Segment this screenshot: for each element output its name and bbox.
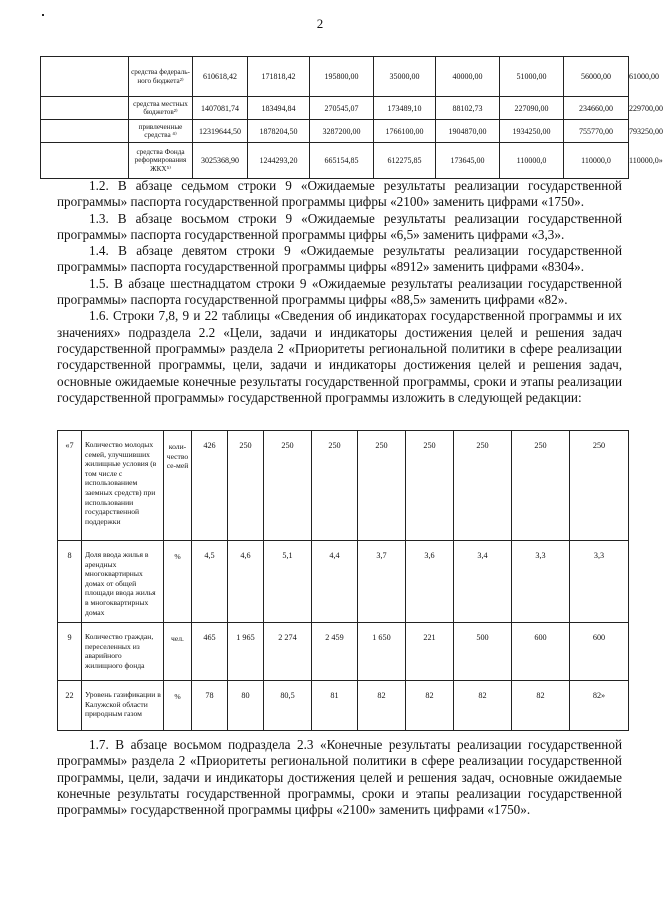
indicator-value-cell: 4,5	[192, 541, 228, 623]
indicator-value-cell: 82	[406, 681, 454, 731]
indicator-value-cell: 250	[312, 431, 358, 541]
indicator-row	[58, 681, 629, 731]
indicator-value-cell: 250	[570, 431, 629, 541]
funding-value-cell: 173489,10	[374, 97, 436, 120]
funding-source-cell: средства Фонда реформирования ЖКХ⁵⁾	[129, 143, 193, 179]
indicator-row	[58, 541, 629, 623]
funding-row: средства федераль-ного бюджета²⁾ 610618,42 171818,42 195800,00 35000,00 40000,00 51000,00 56000,00 61000,00	[41, 57, 629, 97]
indicator-value-cell: 250	[512, 431, 570, 541]
amendment-paragraph: 1.2. В абзаце седьмом строки 9 «Ожидаемые результаты реализации государственной программы» паспорта государственной программы цифры «2100» заменить цифрами «1750».	[57, 178, 622, 210]
indicator-value-cell: 1 650	[358, 623, 406, 681]
page-number: 2	[316, 16, 324, 31]
funding-value-cell: 610618,42	[193, 57, 248, 97]
indicator-unit-cell: %	[164, 681, 192, 731]
funding-value-cell: 755770,00	[564, 120, 629, 143]
funding-value-cell: 35000,00	[374, 57, 436, 97]
funding-row: привлеченные средства ⁴⁾ 12319644,50 1878204,50 3287200,00 1766100,00 1904870,00 1934250,00 755770,00 793250,00	[41, 120, 629, 143]
amendment-paragraph: 1.3. В абзаце восьмом строки 9 «Ожидаемые результаты реализации государственной программы» паспорта государственной программы цифры «6,5» заменить цифрами «3,3».	[57, 210, 622, 242]
amendment-paragraphs	[57, 178, 622, 406]
funding-value-cell: 1766100,00	[374, 120, 436, 143]
indicator-value-cell: 82	[512, 681, 570, 731]
funding-blank-cell	[41, 120, 129, 143]
funding-value-cell: 1244293,20	[248, 143, 310, 179]
indicator-number-cell: 9	[58, 623, 82, 681]
indicator-value-cell: 4,4	[312, 541, 358, 623]
indicator-name-cell: Доля ввода жилья в арендных многоквартирных домах от общей площади ввода жилья в многоквартирных домах	[82, 541, 164, 623]
indicator-value-cell: 3,4	[454, 541, 512, 623]
amendment-paragraph: 1.6. Строки 7,8, 9 и 22 таблицы «Сведения об индикаторах государственной программы и их значениях» подраздела 2.2 «Цели, задачи и индикаторы достижения целей и решения задач государственной программы» раздела 2 «Приоритеты региональной политики в сфере реализации государственной программы, цели, задачи и индикаторы достижения целей и решения задач, основные ожидаемые конечные результаты государственной программы, сроки и этапы реализации государственной программы» государственной программы изложить в следующей редакции:	[57, 308, 622, 405]
indicator-table	[57, 430, 629, 731]
funding-value-cell: 234660,00	[564, 97, 629, 120]
funding-value-cell: 183494,84	[248, 97, 310, 120]
funding-value-cell: 110000,0	[564, 143, 629, 179]
indicator-value-cell: 250	[454, 431, 512, 541]
indicator-value-cell: 2 459	[312, 623, 358, 681]
funding-blank-cell	[41, 143, 129, 179]
indicator-value-cell: 82»	[570, 681, 629, 731]
funding-value-cell: 612275,85	[374, 143, 436, 179]
indicator-row	[58, 431, 629, 541]
indicator-value-cell: 80	[228, 681, 264, 731]
indicator-name-cell: Количество молодых семей, улучшивших жилищные условия (в том числе с использованием заемных средств) при использовании государственной поддержки	[82, 431, 164, 541]
indicator-value-cell: 600	[570, 623, 629, 681]
funding-value-cell: 195800,00	[310, 57, 374, 97]
funding-value-cell: 56000,00	[564, 57, 629, 97]
funding-blank-cell	[41, 57, 129, 97]
funding-value-cell: 1904870,00	[436, 120, 500, 143]
indicator-value-cell: 5,1	[264, 541, 312, 623]
indicator-unit-cell: чел.	[164, 623, 192, 681]
funding-table	[40, 56, 663, 179]
funding-value-cell: 1934250,00	[500, 120, 564, 143]
indicator-value-cell: 221	[406, 623, 454, 681]
indicator-value-cell: 426	[192, 431, 228, 541]
indicator-value-cell: 3,3	[570, 541, 629, 623]
indicator-unit-cell: %	[164, 541, 192, 623]
amendment-paragraph: 1.5. В абзаце шестнадцатом строки 9 «Ожидаемые результаты реализации государственной программы» паспорта государственной программы цифры «88,5» заменить цифрами «82».	[57, 275, 622, 308]
funding-row: средства Фонда реформирования ЖКХ⁵⁾ 3025368,90 1244293,20 665154,85 612275,85 173645,00 110000,0 110000,0 110000,0»	[41, 143, 629, 179]
indicator-value-cell: 500	[454, 623, 512, 681]
funding-value-cell: 12319644,50	[193, 120, 248, 143]
indicator-value-cell: 250	[228, 431, 264, 541]
funding-blank-cell	[41, 97, 129, 120]
indicator-value-cell: 3,6	[406, 541, 454, 623]
funding-value-cell: 171818,42	[248, 57, 310, 97]
indicator-value-cell: 2 274	[264, 623, 312, 681]
indicator-row	[58, 623, 629, 681]
indicator-name-cell: Уровень газификации в Калужской области природным газом	[82, 681, 164, 731]
funding-value-cell: 110000,0	[500, 143, 564, 179]
funding-value-cell: 88102,73	[436, 97, 500, 120]
indicator-value-cell: 82	[358, 681, 406, 731]
indicator-value-cell: 4,6	[228, 541, 264, 623]
funding-source-cell: привлеченные средства ⁴⁾	[129, 120, 193, 143]
funding-value-cell: 270545,07	[310, 97, 374, 120]
funding-value-cell: 1407081,74	[193, 97, 248, 120]
amendment-paragraph: 1.4. В абзаце девятом строки 9 «Ожидаемые результаты реализации государственной программы» паспорта государственной программы цифры «8912» заменить цифрами «8304».	[57, 243, 622, 275]
funding-value-cell: 1878204,50	[248, 120, 310, 143]
indicator-value-cell: 82	[454, 681, 512, 731]
indicator-value-cell: 81	[312, 681, 358, 731]
indicator-value-cell: 250	[264, 431, 312, 541]
funding-value-cell: 3287200,00	[310, 120, 374, 143]
indicator-value-cell: 3,7	[358, 541, 406, 623]
indicator-unit-cell: коли-чество се-мей	[164, 431, 192, 541]
funding-value-cell: 40000,00	[436, 57, 500, 97]
indicator-number-cell: «7	[58, 431, 82, 541]
indicator-value-cell: 1 965	[228, 623, 264, 681]
indicator-name-cell: Количество граждан, переселенных из аварийного жилищного фонда	[82, 623, 164, 681]
funding-row: средства местных бюджетов²⁾ 1407081,74 183494,84 270545,07 173489,10 88102,73 227090,00 234660,00 229700,00	[41, 97, 629, 120]
funding-source-cell: средства местных бюджетов²⁾	[129, 97, 193, 120]
indicator-value-cell: 250	[358, 431, 406, 541]
indicator-value-cell: 80,5	[264, 681, 312, 731]
indicator-number-cell: 22	[58, 681, 82, 731]
funding-value-cell: 227090,00	[500, 97, 564, 120]
indicator-value-cell: 78	[192, 681, 228, 731]
funding-value-cell: 3025368,90	[193, 143, 248, 179]
funding-value-cell: 665154,85	[310, 143, 374, 179]
funding-source-cell: средства федераль-ного бюджета²⁾	[129, 57, 193, 97]
indicator-value-cell: 250	[406, 431, 454, 541]
indicator-number-cell: 8	[58, 541, 82, 623]
paragraph-1-7: 1.7. В абзаце восьмом подраздела 2.3 «Конечные результаты реализации государственной программы» раздела 2 «Приоритеты региональной политики в сфере реализации государственной программы, цели, задачи и индикаторы достижения целей и решения задач, основные ожидаемые конечные результаты государственной программы, сроки и этапы реализации государственной программы» государственной программы цифры «2100» заменить цифрами «1750».	[57, 737, 622, 818]
indicator-value-cell: 3,3	[512, 541, 570, 623]
indicator-value-cell: 465	[192, 623, 228, 681]
indicator-value-cell: 600	[512, 623, 570, 681]
funding-value-cell: 51000,00	[500, 57, 564, 97]
funding-value-cell: 173645,00	[436, 143, 500, 179]
